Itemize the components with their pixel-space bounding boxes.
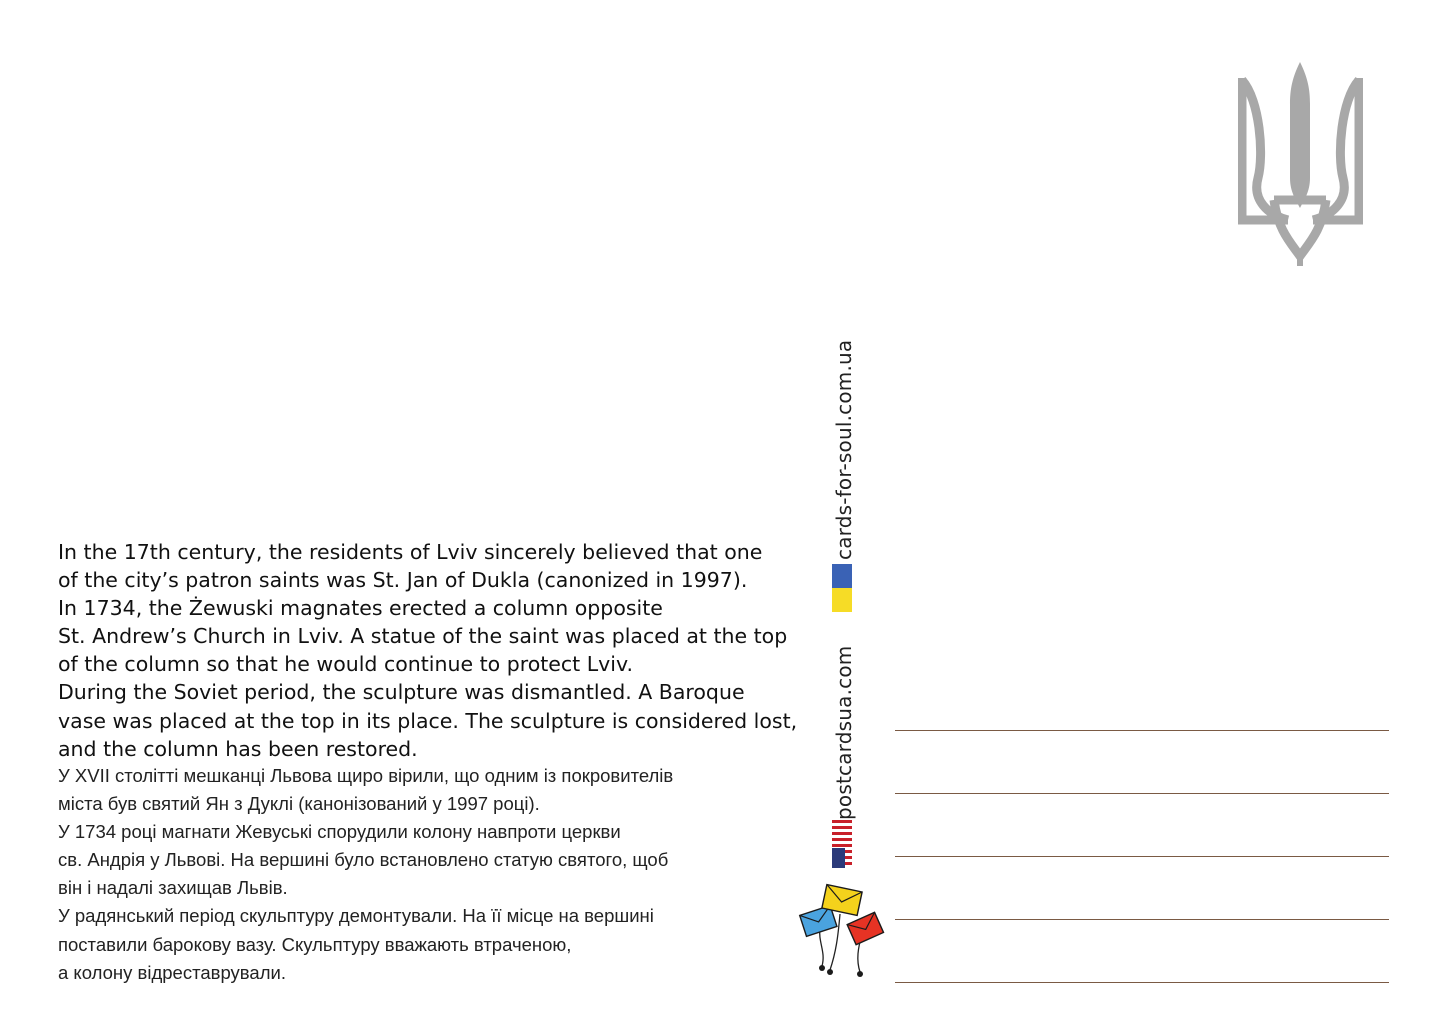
envelopes-balloons-logo-icon bbox=[796, 882, 888, 980]
ukraine-flag-icon bbox=[832, 564, 852, 612]
text-line: of the city’s patron saints was St. Jan of Dukla (canonized in 1997). bbox=[58, 568, 748, 593]
address-line[interactable] bbox=[895, 982, 1389, 983]
website-postcardsua[interactable]: postcardsua.com bbox=[832, 645, 856, 820]
address-line[interactable] bbox=[895, 730, 1389, 731]
text-line: St. Andrew’s Church in Lviv. A statue of the saint was placed at the top bbox=[58, 624, 788, 649]
address-line[interactable] bbox=[895, 793, 1389, 794]
usa-flag-icon bbox=[832, 820, 852, 868]
text-line: and the column has been restored. bbox=[58, 736, 418, 761]
description-ukrainian bbox=[58, 762, 673, 987]
text-line: vase was placed at the top in its place. The sculpture is considered lost, bbox=[58, 708, 798, 733]
text-line: св. Андрія у Львові. На вершині було встановлено статую святого, щоб bbox=[58, 849, 669, 871]
text-line: він і надалі захищав Львів. bbox=[58, 877, 288, 899]
text-line: міста був святий Ян з Дуклі (канонізований у 1997 році). bbox=[58, 793, 540, 815]
text-line: During the Soviet period, the sculpture was dismantled. A Baroque bbox=[58, 680, 745, 705]
text-line: поставили барокову вазу. Скульптуру вважають втраченою, bbox=[58, 933, 572, 955]
text-line: У 1734 році магнати Жевуські спорудили колону навпроти церкви bbox=[58, 821, 621, 843]
text-line: of the column so that he would continue to protect Lviv. bbox=[58, 652, 634, 677]
address-line[interactable] bbox=[895, 919, 1389, 920]
website-cards-for-soul[interactable]: cards-for-soul.com.ua bbox=[832, 339, 856, 560]
text-line: In 1734, the Żewuski magnates erected a column opposite bbox=[58, 596, 663, 621]
trident-icon bbox=[1238, 60, 1363, 266]
text-line: а колону відреставрували. bbox=[58, 961, 286, 983]
text-line: In the 17th century, the residents of Lviv sincerely believed that one bbox=[58, 540, 763, 564]
description-english bbox=[58, 538, 797, 763]
address-line[interactable] bbox=[895, 856, 1389, 857]
text-line: У радянський період скульптуру демонтували. На її місце на вершині bbox=[58, 905, 654, 927]
text-line: У XVII столітті мешканці Львова щиро вірили, що одним із покровителів bbox=[58, 765, 674, 786]
